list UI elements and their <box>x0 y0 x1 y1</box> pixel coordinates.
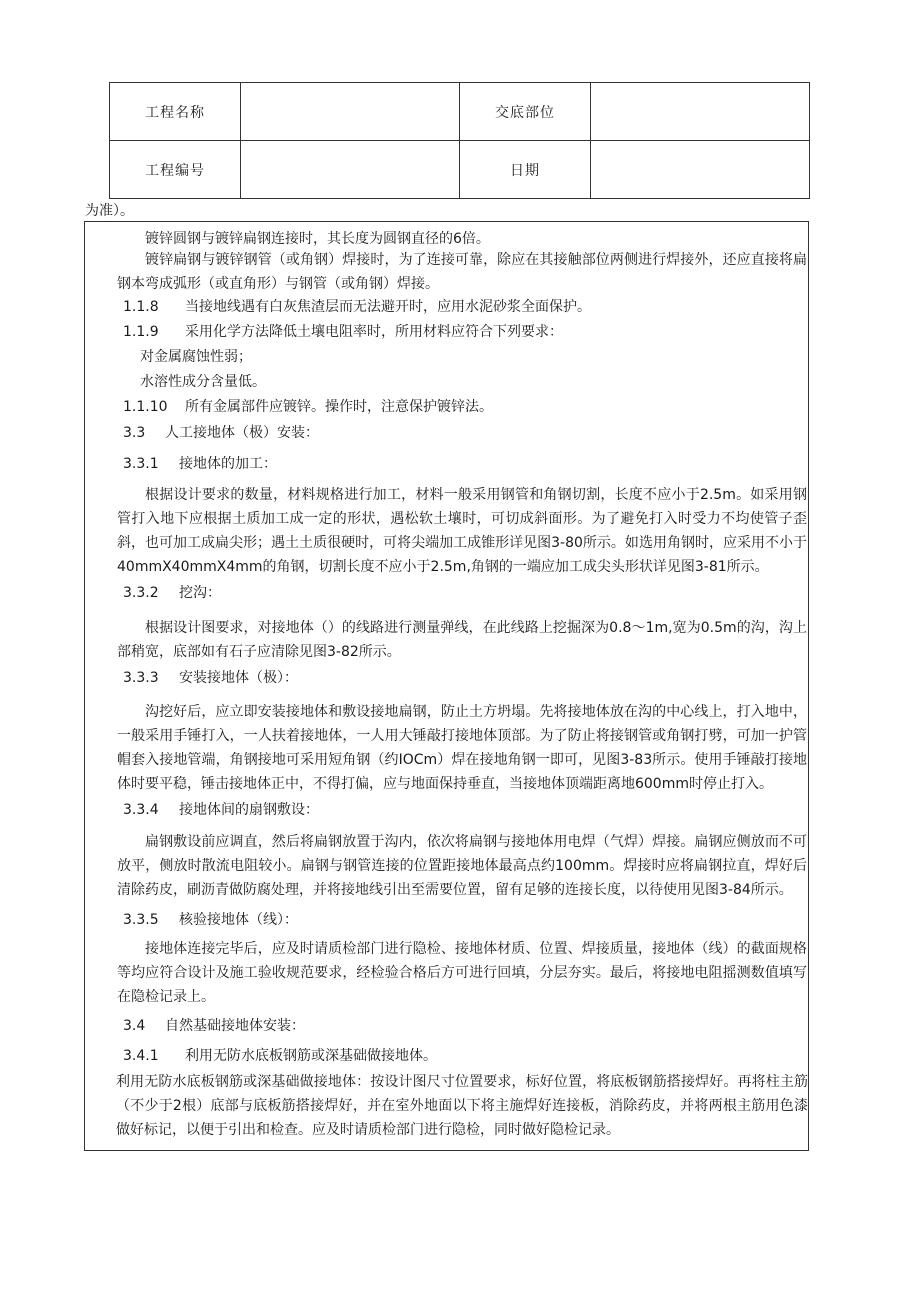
section-text: 采用化学方法降低土壤电阻率时，所用材料应符合下列要求： <box>185 324 563 340</box>
section-number: 3.3 <box>123 425 146 441</box>
section-text: 安装接地体（极）： <box>179 670 298 686</box>
project-name-value[interactable] <box>241 83 460 141</box>
paragraph-foundation-grounding: 利用无防水底板钢筋或深基础做接地体：按设计图尺寸位置要求，标好位置，将底板钢筋搭接焊好。再将柱主筋（不少于2根）底部与底板筋搭接焊好，并在室外地面以下将主施焊好连接板，消除药皮，并将两根主筋用色漆做好标记，以便于引出和检查。应及时请质检部门进行隐检，同时做好隐检记录。 <box>116 1074 808 1138</box>
section-number: 1.1.9 <box>123 324 159 340</box>
section-1-1-8 <box>123 297 591 317</box>
section-1-1-9 <box>123 322 563 342</box>
section-number: 1.1.8 <box>123 299 159 315</box>
section-number: 1.1.10 <box>123 399 168 415</box>
section-1-1-10 <box>123 397 493 417</box>
paragraph-galvanized-flat-steel: 镀锌扁钢与镀锌钢管（或角钢）焊接时，为了连接可靠，除应在其接触部位两侧进行焊接外，还应直接将扁钢本弯成弧形（或直角形）与钢管（或角钢）焊接。 <box>117 252 807 292</box>
section-number: 3.3.4 <box>123 802 159 818</box>
paragraph-grounding-processing: 根据设计要求的数量，材料规格进行加工，材料一般采用钢管和角钢切割，长度不应小于2.5m。如采用钢管打入地下应根据土质加工成一定的形状，遇松软土壤时，可切成斜面形。为了避免打入时受力不均使管子歪斜，也可加工成扁尖形；遇土土质很硬时，可将尖端加工成锥形详见图3-80所示。如选用角钢时，应采用不小于40mmX40mmX4mm的角钢，切割长度不应小于2.5m,角钢的一端应加工成尖头形状详见图3-81所示。 <box>117 487 807 575</box>
section-number: 3.4 <box>123 1018 146 1034</box>
section-number: 3.3.1 <box>123 456 159 472</box>
section-number: 3.3.3 <box>123 670 159 686</box>
section-text: 接地体间的扇钢敷设： <box>179 802 319 818</box>
paragraph-trench-digging: 根据设计图要求，对接地体（）的线路进行测量弹线，在此线路上挖掘深为0.8～1m,宽为0.5m的沟，沟上部稍宽，底部如有石子应清除见图3-82所示。 <box>117 620 807 660</box>
section-3-3-3 <box>123 668 298 688</box>
section-number: 3.3.5 <box>123 912 159 928</box>
section-text: 核验接地体（线）： <box>179 912 298 928</box>
list-item-corrosion: 对金属腐蚀性弱； <box>140 349 252 365</box>
header-row-2 <box>110 141 810 199</box>
continuation-text: 为准）。 <box>85 203 134 219</box>
section-3-3-2 <box>123 583 221 603</box>
section-3-4 <box>123 1016 305 1036</box>
section-3-4-1 <box>123 1046 437 1066</box>
date-value[interactable] <box>591 141 810 199</box>
section-3-3-1 <box>123 454 277 474</box>
section-3-3-4 <box>123 800 319 820</box>
handover-part-label: 交底部位 <box>460 83 591 141</box>
list-item-solubility: 水溶性成分含量低。 <box>140 374 266 390</box>
section-text: 挖沟： <box>179 585 221 601</box>
content-box <box>84 221 809 1151</box>
handover-part-value[interactable] <box>591 83 810 141</box>
paragraph-install-electrode: 沟挖好后，应立即安装接地体和敷设接地扁钢，防止土方坍塌。先将接地体放在沟的中心线上，打入地中，一般采用手锤打入，一人扶着接地体，一人用大锤敲打接地体顶部。为了防止将接钢管或角钢打劈，可加一护管帽套入接地管端，角钢接地可采用短角钢（约IOCm）焊在接地角钢一即可，见图3-83所示。使用手锤敲打接地体时要平稳，锤击接地体正中，不得打偏，应与地面保持垂直，当接地体顶端距离地600mm时停止打入。 <box>117 704 807 792</box>
paragraph-inspection: 接地体连接完毕后，应及时请质检部门进行隐检、接地体材质、位置、焊接质量，接地体（线）的截面规格等均应符合设计及施工验收规范要求，经检验合格后方可进行回填，分层夯实。最后，将接地电阻摇测数值填写在隐检记录上。 <box>117 941 807 1005</box>
project-number-label: 工程编号 <box>110 141 241 199</box>
header-row-1 <box>110 83 810 141</box>
section-text: 当接地线遇有白灰焦渣层而无法避开时，应用水泥砂浆全面保护。 <box>185 299 591 315</box>
section-number: 3.4.1 <box>123 1048 159 1064</box>
section-number: 3.3.2 <box>123 585 159 601</box>
header-table <box>109 82 810 199</box>
paragraph-flat-steel-laying: 扁钢敷设前应调直，然后将扁钢放置于沟内，依次将扁钢与接地体用电焊（气焊）焊接。扁钢应侧放而不可放平，侧放时散流电阻较小。扁钢与钢管连接的位置距接地体最高点约100mm。焊接时应将扁钢拉直，焊好后清除药皮，刷沥青做防腐处理，并将接地线引出至需要位置，留有足够的连接长度，以待使用见图3-84所示。 <box>117 834 807 898</box>
project-number-value[interactable] <box>241 141 460 199</box>
project-name-label: 工程名称 <box>110 83 241 141</box>
date-label: 日期 <box>460 141 591 199</box>
section-text: 利用无防水底板钢筋或深基础做接地体。 <box>185 1048 437 1064</box>
section-text: 所有金属部件应镀锌。操作时，注意保护镀锌法。 <box>185 399 493 415</box>
section-3-3 <box>123 423 319 443</box>
section-text: 接地体的加工： <box>179 456 277 472</box>
section-3-3-5 <box>123 910 298 930</box>
section-text: 自然基础接地体安装： <box>165 1018 305 1034</box>
section-text: 人工接地体（极）安装： <box>165 425 319 441</box>
paragraph-galvanized-round-steel: 镀锌圆钢与镀锌扁钢连接时，其长度为圆钢直径的6倍。 <box>145 231 490 247</box>
